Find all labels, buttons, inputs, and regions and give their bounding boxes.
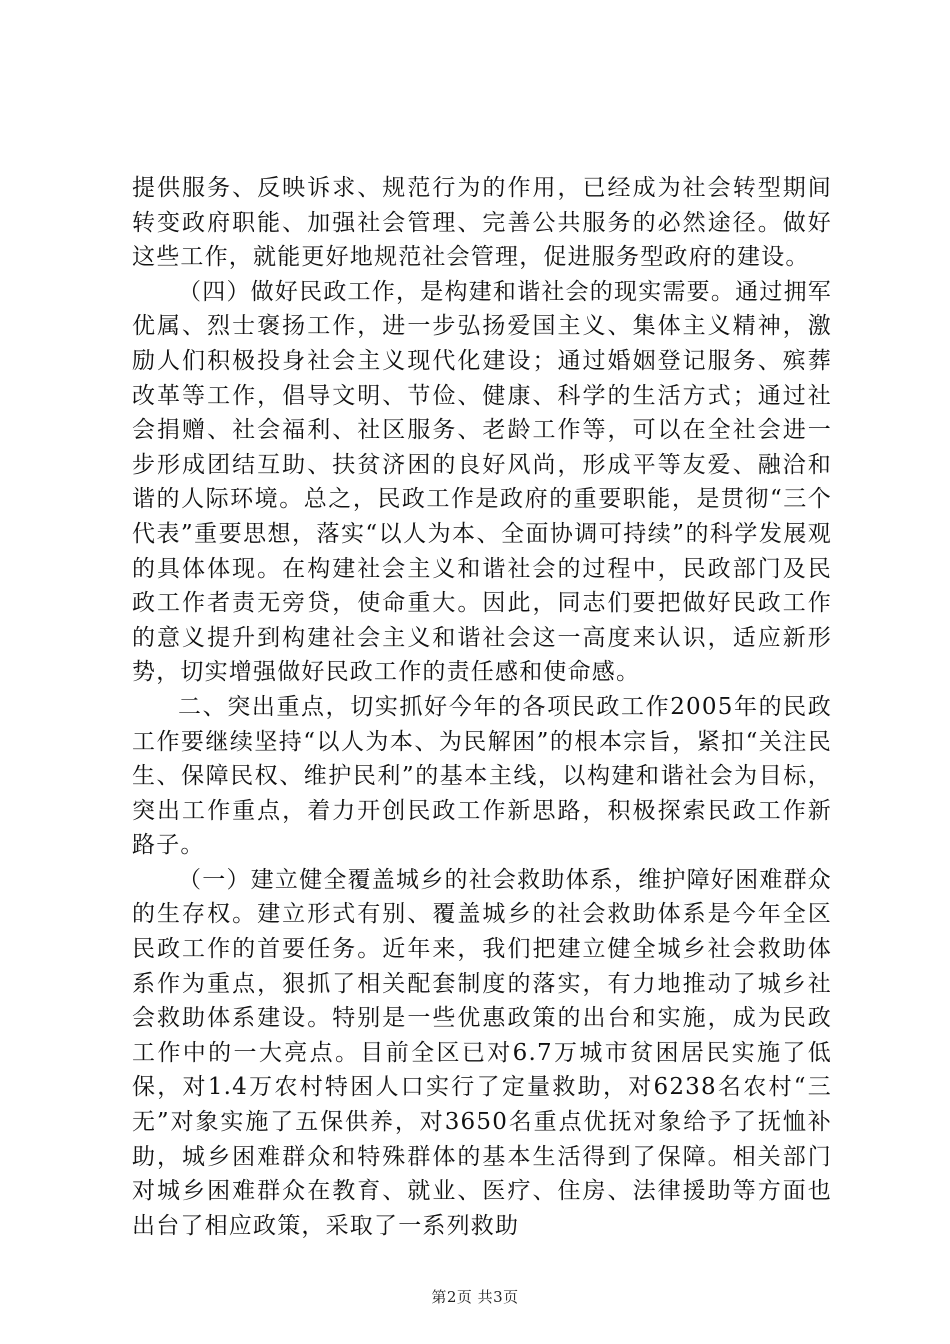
paragraph-4: （一）建立健全覆盖城乡的社会救助体系，维护障好困难群众的生存权。建立形式有别、覆盖城乡的社会救助体系是今年全区民政工作的首要任务。近年来，我们把建立健全城乡社会救助体系作为重点，狠抓了相关配套制度的落实，有力地推动了城乡社会救助体系建设。特别是一些优惠政策的出台和实施，成为民政工作中的一大亮点。目前全区已对6.7万城市贫困居民实施了低保，对1.4万农村特困人口实行了定量救助，对6238名农村“三无”对象实施了五保供养，对3650名重点优抚对象给予了抚恤补助，城乡困难群众和特殊群体的基本生活得到了保障。相关部门对城乡困难群众在教育、就业、医疗、住房、法律援助等方面也出台了相应政策，采取了一系列救助 [132,866,832,1239]
paragraph-2: （四）做好民政工作，是构建和谐社会的现实需要。通过拥军优属、烈士褒扬工作，进一步弘扬爱国主义、集体主义精神，激励人们积极投身社会主义现代化建设；通过婚姻登记服务、殡葬改革等工作，倡导文明、节俭、健康、科学的生活方式；通过社会捐赠、社会福利、社区服务、老龄工作等，可以在全社会进一步形成团结互助、扶贫济困的良好风尚，形成平等友爱、融洽和谐的人际环境。总之，民政工作是政府的重要职能，是贯彻“三个代表”重要思想，落实“以人为本、全面协调可持续”的科学发展观的具体体现。在构建社会主义和谐社会的过程中，民政部门及民政工作者责无旁贷，使命重大。因此，同志们要把做好民政工作的意义提升到构建社会主义和谐社会这一高度来认识，适应新形势，切实增强做好民政工作的责任感和使命感。 [132,278,832,686]
document-body [132,171,832,1243]
page-number-footer: 第2页 共3页 [431,1288,519,1306]
paragraph-1: 提供服务、反映诉求、规范行为的作用，已经成为社会转型期间转变政府职能、加强社会管理、完善公共服务的必然途径。做好这些工作，就能更好地规范社会管理，促进服务型政府的建设。 [132,175,832,271]
paragraph-3: 二、突出重点，切实抓好今年的各项民政工作2005年的民政工作要继续坚持“以人为本、为民解困”的根本宗旨，紧扣“关注民生、保障民权、维护民利”的基本主线，以构建和谐社会为目标，突出工作重点，着力开创民政工作新思路，积极探索民政工作新路子。 [132,693,832,859]
